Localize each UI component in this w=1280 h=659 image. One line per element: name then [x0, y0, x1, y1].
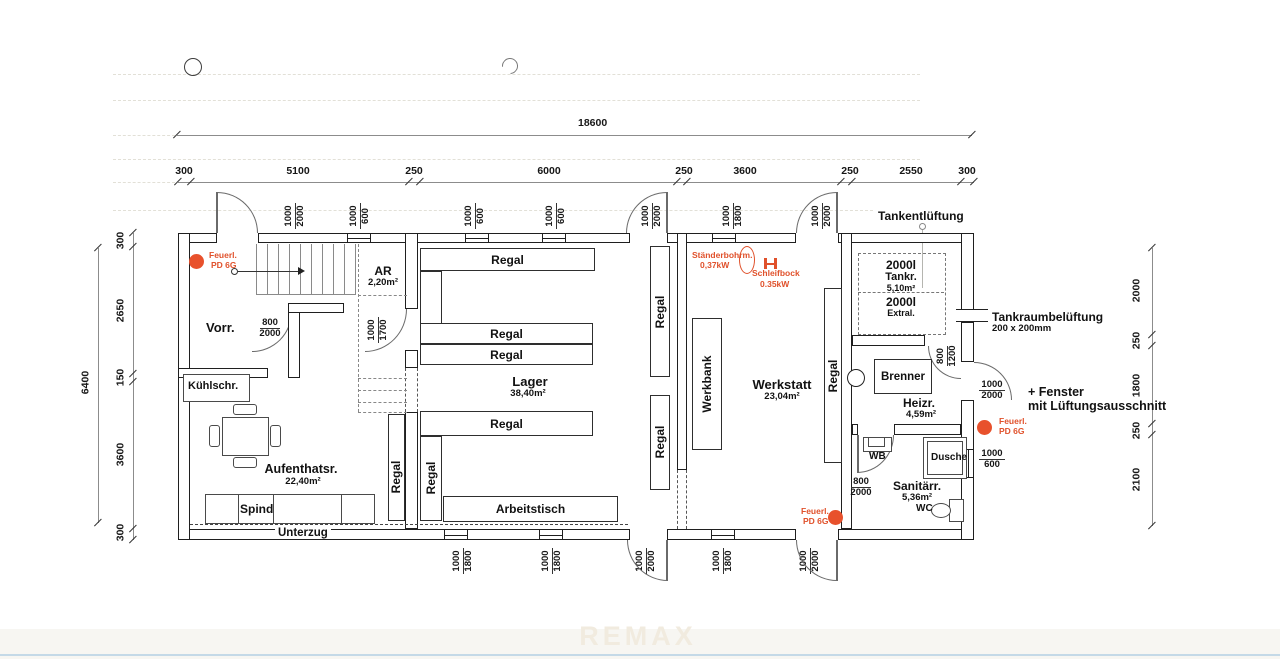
- exterior-wall: [488, 233, 543, 243]
- dim-line-left-segments: [133, 233, 134, 540]
- window-size-label: 1000 600: [348, 205, 371, 227]
- exterior-wall: [370, 233, 466, 243]
- dim-top-3: 6000: [537, 165, 561, 177]
- stair-zone-dashed: [358, 244, 359, 412]
- shelf-regal-label: Regal: [389, 460, 403, 494]
- door-size-label: 1000 2000: [798, 550, 821, 572]
- interior-wall: [852, 335, 925, 346]
- vent-marker: [919, 223, 926, 230]
- fire-extinguisher-marker: [977, 420, 992, 435]
- scan-artifact-line: [113, 100, 920, 101]
- washbasin-label: WB: [869, 451, 886, 462]
- locker-spind: [205, 494, 375, 524]
- dim-left-1: 2650: [114, 298, 126, 323]
- dim-top-4: 250: [675, 165, 693, 177]
- dim-tick: [968, 131, 976, 139]
- shelf-regal-strip: [420, 271, 442, 324]
- door-size-label: 800 1200: [935, 345, 958, 367]
- dim-left-0: 300: [114, 231, 126, 250]
- dim-tick: [94, 519, 102, 527]
- fire-extinguisher-type: PD 6G: [803, 516, 829, 526]
- annotation-tankraumbelueftung-size: 200 x 200mm: [992, 323, 1052, 334]
- window-size-label: 1000 1800: [721, 205, 744, 227]
- machine-label-schleifbock: Schleifbock: [752, 268, 800, 278]
- door-size-label: 1000 2000: [640, 205, 663, 227]
- door-size-label: 1000 2000: [981, 379, 1003, 402]
- stair-tread-dashed: [358, 390, 407, 391]
- chair: [233, 457, 257, 468]
- door-size-label: 1000 2000: [283, 205, 306, 227]
- window-size-label: 1000 1800: [451, 550, 474, 572]
- window-size-label: 1000 600: [544, 205, 567, 227]
- room-area-aufenthaltsraum: 22,40m²: [285, 476, 321, 487]
- annotation-fenster-line1: + Fenster: [1028, 385, 1084, 399]
- machine-label-staenderbohrmaschine: Ständerbohrm.: [692, 250, 753, 260]
- window-size-label: 1000 1800: [711, 550, 734, 572]
- shelf-regal-label: Regal: [826, 359, 840, 393]
- room-label-abstellraum: AR: [374, 264, 392, 278]
- exterior-wall: [734, 529, 796, 540]
- fridge-label: Kühlschr.: [188, 380, 239, 392]
- door-leaf: [836, 540, 838, 581]
- vent-duct: [956, 309, 988, 322]
- chimney: [847, 369, 865, 387]
- scan-artifact-line: [113, 74, 920, 75]
- shelf-regal-label: Regal: [653, 425, 667, 459]
- tank2-name: Extral.: [887, 308, 915, 318]
- fire-extinguisher-label: Feuerl.: [209, 250, 237, 260]
- dim-left-2: 150: [114, 368, 126, 387]
- annotation-tankentlueftung: Tankentlüftung: [878, 209, 964, 223]
- fire-extinguisher-marker: [828, 510, 843, 525]
- interior-wall: [677, 233, 687, 470]
- exterior-wall: [735, 233, 796, 243]
- punch-hole-mark: [184, 58, 202, 76]
- dim-line-overall-width: [177, 135, 972, 136]
- worktable-arbeitstisch: Arbeitstisch: [443, 496, 618, 522]
- exterior-wall: [667, 529, 712, 540]
- wall-opening-dashed: [417, 368, 418, 412]
- room-label-vorraum: Vorr.: [206, 320, 235, 335]
- room-area-heizraum: 4,59m²: [906, 409, 937, 420]
- dim-top-1: 5100: [286, 165, 310, 177]
- table: [222, 417, 269, 456]
- chair: [233, 404, 257, 415]
- dim-line-right-segments: [1152, 248, 1153, 526]
- room-label-werkstatt: Werkstatt: [752, 377, 812, 392]
- window: [543, 233, 565, 243]
- room-area-sanitaerraum: 5,36m²: [902, 492, 933, 503]
- shelf-regal: Regal: [420, 344, 593, 365]
- dim-left-3: 3600: [114, 442, 126, 467]
- annotation-tankraumbelueftung: Tankraumbelüftung: [992, 310, 1104, 324]
- window-size-label: 1000 600: [981, 448, 1003, 471]
- burner-brenner: Brenner: [874, 359, 932, 394]
- exterior-wall: [258, 233, 348, 243]
- door-size-label: 800 2000: [259, 317, 281, 340]
- door-size-label: 1000 2000: [810, 205, 833, 227]
- dim-tick: [1148, 522, 1156, 530]
- exterior-wall: [562, 529, 630, 540]
- room-area-abstellraum: 2,20m²: [367, 277, 399, 288]
- tank1-area: 5,10m²: [886, 283, 916, 293]
- machine-power-schleifbock: 0.35kW: [760, 279, 790, 289]
- door-arc-entry-vorraum: [217, 192, 258, 233]
- fire-extinguisher-label: Feuerl.: [801, 506, 829, 516]
- interior-wall: [894, 424, 961, 435]
- beam-unterzug-dashed: [190, 524, 628, 525]
- exterior-wall: [667, 233, 713, 243]
- window-size-label: 1000 600: [463, 205, 486, 227]
- scan-artifact-line: [113, 135, 175, 136]
- stair-tread-dashed: [358, 378, 407, 379]
- dim-right-4: 2100: [1130, 467, 1142, 492]
- door-leaf: [216, 192, 218, 233]
- door-size-label: 1000 1700: [366, 319, 389, 341]
- door-leaf: [857, 435, 859, 473]
- machine-power-staenderbohrmaschine: 0,37kW: [700, 260, 730, 270]
- door-leaf: [666, 540, 668, 581]
- dim-line-overall-height: [98, 248, 99, 523]
- annotation-fenster-line2: mit Lüftungsausschnitt: [1028, 399, 1167, 413]
- dim-right-1: 250: [1130, 331, 1142, 350]
- window: [712, 529, 734, 540]
- wall-opening-dashed: [686, 470, 687, 529]
- shelf-regal: Regal: [420, 323, 593, 344]
- exterior-wall: [961, 233, 974, 310]
- stair-zone-dashed: [358, 412, 407, 413]
- washbasin-bowl: [868, 437, 885, 447]
- window: [466, 233, 488, 243]
- interior-wall: [405, 350, 418, 368]
- fire-extinguisher-type: PD 6G: [999, 426, 1025, 436]
- interior-wall: [288, 303, 344, 313]
- stair-zone-dashed: [358, 295, 407, 296]
- workbench-label: Werkbank: [700, 355, 714, 413]
- locker-label: Spind: [240, 502, 274, 516]
- wc-cistern: [949, 499, 964, 522]
- shelf-regal-label: Regal: [424, 461, 438, 495]
- door-arc-werkstatt: [796, 192, 837, 233]
- window: [713, 233, 735, 243]
- dim-top-0: 300: [175, 165, 193, 177]
- stair-walkline: [238, 271, 300, 272]
- fire-extinguisher-type: PD 6G: [211, 260, 237, 270]
- exterior-wall: [467, 529, 540, 540]
- locker-divider: [341, 495, 342, 523]
- dim-right-3: 250: [1130, 421, 1142, 440]
- tank1-size: 2000l: [885, 258, 917, 272]
- interior-wall: [405, 412, 418, 529]
- interior-wall: [852, 424, 858, 435]
- dim-right-2: 1800: [1130, 373, 1142, 398]
- tank1-name: Tankr.: [885, 271, 917, 283]
- dim-right-0: 2000: [1130, 278, 1142, 303]
- staircase: [256, 244, 356, 295]
- dim-top-7: 2550: [899, 165, 923, 177]
- dim-line-top-segments: [178, 182, 974, 183]
- stair-tread-dashed: [358, 402, 407, 403]
- wc-bowl: [931, 503, 951, 518]
- door-arc-lager: [626, 192, 667, 233]
- room-area-lager: 38,40m²: [510, 388, 546, 399]
- shower-label: Dusche: [931, 452, 968, 463]
- dim-left-4: 300: [114, 523, 126, 542]
- wall-opening-dashed: [677, 470, 678, 529]
- room-label-sanitaerraum: Sanitärr.: [893, 479, 942, 493]
- shelf-regal: Regal: [420, 248, 595, 271]
- beam-label: Unterzug: [275, 527, 331, 539]
- exterior-wall: [838, 529, 974, 540]
- dim-top-8: 300: [958, 165, 976, 177]
- interior-wall: [405, 233, 418, 309]
- dim-overall-width: 18600: [578, 117, 608, 129]
- door-size-label: 800 2000: [850, 476, 872, 499]
- tank2-size: 2000l: [885, 295, 917, 309]
- dim-overall-height: 6400: [79, 370, 91, 395]
- door-leaf: [836, 192, 838, 233]
- fire-extinguisher-marker: [189, 254, 204, 269]
- window: [540, 529, 562, 540]
- door-size-label: 1000 2000: [634, 550, 657, 572]
- exterior-wall: [838, 233, 974, 243]
- room-label-lager: Lager: [512, 374, 548, 389]
- room-label-aufenthaltsraum: Aufenthatsr.: [264, 462, 338, 476]
- dim-tick: [129, 536, 137, 544]
- shelf-regal: Regal: [420, 411, 593, 436]
- dim-top-2: 250: [405, 165, 423, 177]
- scan-artifact-line: [113, 182, 175, 183]
- dim-top-5: 3600: [733, 165, 757, 177]
- room-label-heizraum: Heizr.: [903, 396, 936, 410]
- door-leaf: [666, 192, 668, 233]
- door-arc-abstellraum: [365, 309, 407, 352]
- scan-artifact-line: [113, 159, 920, 160]
- stair-direction-arrow: [298, 267, 305, 275]
- watermark-remax: REMAX: [579, 621, 697, 651]
- locker-divider: [238, 495, 239, 523]
- footer-blue-line: [0, 654, 1280, 656]
- wc-label: WC: [916, 503, 933, 514]
- dim-tick: [970, 178, 978, 186]
- dim-top-6: 250: [841, 165, 859, 177]
- exterior-wall: [961, 322, 974, 362]
- fire-extinguisher-label: Feuerl.: [999, 416, 1027, 426]
- window-size-label: 1000 1800: [540, 550, 563, 572]
- chair: [270, 425, 281, 447]
- window: [348, 233, 370, 243]
- room-area-werkstatt: 23,04m²: [764, 391, 800, 402]
- window: [445, 529, 467, 540]
- chair: [209, 425, 220, 447]
- exterior-wall: [565, 233, 630, 243]
- shelf-regal-label: Regal: [653, 295, 667, 329]
